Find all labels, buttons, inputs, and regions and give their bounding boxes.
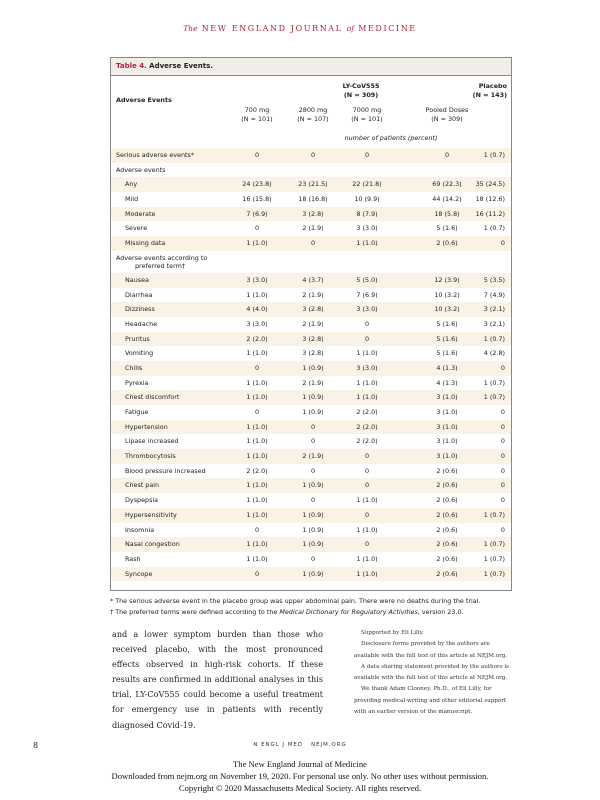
dose-n: (N = 101) [241,114,273,123]
cell-2800mg: 3 (2.8) [302,305,324,314]
table-row [111,420,511,435]
cell-7000mg: 1 (1.0) [356,496,378,505]
cell-7000mg: 0 [364,466,370,475]
cell-700mg: 1 (1.0) [246,393,268,402]
cell-700mg: 1 (1.0) [246,437,268,446]
row-label: Dyspepsia [125,496,159,505]
cell-pooled: 18 (5.8) [434,209,460,218]
cell-2800mg: 1 (0.9) [302,510,324,519]
table-row [111,390,511,405]
row-label: Serious adverse events* [116,151,195,159]
row-label: Syncope [125,569,153,578]
cell-2800mg: 2 (1.9) [302,290,324,299]
cell-pooled: 3 (1.0) [436,393,458,402]
cell-7000mg: 2 (2.0) [356,408,378,416]
row-label: Nausea [125,275,149,284]
cell-pooled: 2 (0.6) [436,554,458,563]
row-label: Chest discomfort [125,393,180,402]
cell-7000mg: 5 (5.0) [356,275,378,284]
row-label: Rash [125,554,141,563]
dose-label: 2800 mg [298,106,328,114]
cell-7000mg: 0 [364,151,370,159]
cell-700mg: 16 (15.8) [242,195,272,204]
cell-2800mg: 0 [310,239,316,248]
cell-placebo: 1 (0.7) [483,393,505,402]
cell-7000mg: 10 (9.9) [354,195,380,204]
cell-pooled: 4 (1.3) [436,378,458,387]
table-row [111,361,511,376]
cell-7000mg: 0 [364,510,370,519]
cell-pooled: 2 (0.6) [436,540,458,549]
cell-pooled: 2 (0.6) [436,569,458,578]
cell-2800mg: 0 [310,422,316,431]
table-section-header [111,251,511,273]
cell-7000mg: 0 [364,334,370,343]
cell-2800mg: 1 (0.9) [302,408,324,416]
body-paragraph: and a lower symptom burden than those who received placebo, with the most pronounced effects observed in high-risk cohorts. If these results are confirmed in additional analyses in this trial, LY-CoV555 could become a useful treatment for emergency use in patients with recently diagnosed Covid-19. [112,629,323,730]
cell-placebo: 0 [500,466,505,475]
row-label: Lipase increased [125,437,179,446]
cell-pooled: 12 (3.9) [434,275,460,284]
cell-7000mg: 22 (21.8) [352,180,382,189]
cell-2800mg: 3 (2.8) [302,334,324,343]
cell-pooled: 5 (1.6) [436,224,458,233]
cell-pooled: 0 [444,151,450,159]
cell-7000mg: 8 (7.9) [356,209,378,218]
cell-placebo: 0 [500,437,505,446]
journal-masthead [0,24,600,33]
cell-pooled: 2 (0.6) [436,496,458,505]
cell-pooled: 5 (1.6) [436,349,458,358]
copyright-notice: Copyright © 2020 Massachusetts Medical Society. All rights reserved. [178,783,422,793]
cell-pooled: 3 (1.0) [436,422,458,431]
table-title [111,58,511,76]
table-row [111,221,511,236]
cell-7000mg: 3 (3.0) [356,224,378,233]
row-label: Any [125,180,138,189]
row-label: Missing data [125,239,166,248]
table-row [111,434,511,449]
row-label: Moderate [125,209,156,218]
cell-2800mg: 2 (1.9) [302,224,324,233]
cell-pooled: 5 (1.6) [436,334,458,343]
cell-700mg: 0 [254,224,260,233]
table-row [111,523,511,538]
cell-700mg: 7 (6.9) [246,209,268,218]
cell-2800mg: 3 (2.8) [302,209,324,218]
footnote-2-version: , version 23.0. [417,608,464,616]
cell-pooled: 3 (1.0) [436,437,458,446]
cell-700mg: 1 (1.0) [246,540,268,549]
cell-2800mg: 0 [310,466,316,475]
row-label: Thrombocytosis [125,452,176,461]
row-label: Insomnia [125,525,155,534]
cell-placebo: 1 (0.7) [483,378,505,387]
table-row [111,405,511,420]
cell-700mg: 1 (1.0) [246,481,268,490]
cell-700mg: 1 (1.0) [246,422,268,431]
row-label: Chills [125,363,143,372]
cell-pooled: 10 (3.2) [434,290,460,299]
cell-700mg: 0 [254,408,260,416]
cell-placebo: 0 [500,452,505,461]
group-ly-label: LY-CoV555 [342,82,380,90]
cell-700mg: 1 (1.0) [246,378,268,387]
table-row [111,478,511,493]
dose-n: (N = 309) [431,114,463,123]
cell-2800mg: 0 [310,437,316,446]
row-label: Diarrhea [125,290,153,299]
row-label: Mild [125,195,139,204]
cell-placebo: 5 (3.5) [483,275,505,284]
cell-placebo: 0 [500,363,505,372]
cell-7000mg: 3 (3.0) [356,305,378,314]
cell-pooled: 2 (0.6) [436,525,458,534]
ack-thanks: We thank Adam Clooney, Ph.D., of Eli Lilly, for providing medical-writing and other editorial support with an earlier version of the manuscript. [354,686,507,716]
table-section-header [111,163,511,178]
cell-700mg: 1 (1.0) [246,349,268,358]
cell-700mg: 1 (1.0) [246,452,268,461]
row-label: Dizziness [125,305,155,314]
masthead-the: The [183,24,198,33]
cell-placebo: 0 [500,239,505,248]
row-label: Headache [125,319,158,328]
cell-placebo: 0 [500,422,505,431]
row-label: Vomiting [125,349,154,358]
cell-7000mg: 1 (1.0) [356,239,378,248]
row-label: Adverse events [116,165,166,174]
cell-7000mg: 0 [364,452,370,461]
cell-2800mg: 0 [310,496,316,505]
cell-2800mg: 4 (3.7) [302,275,324,284]
cell-pooled: 10 (3.2) [434,305,460,314]
cell-7000mg: 0 [364,319,370,328]
ack-disclosure: Disclosure forms provided by the authors are available with the full text of this article at NEJM.org. [354,641,508,659]
cell-placebo: 0 [500,496,505,505]
dose-n: (N = 101) [351,114,383,123]
row-label: Chest pain [125,481,160,490]
masthead-name: NEW ENGLAND JOURNAL [201,24,343,33]
acknowledgments [354,628,516,718]
cell-7000mg: 0 [364,481,370,490]
page-number: 8 [33,741,39,750]
adverse-events-table [110,57,512,591]
cell-700mg: 1 (1.0) [246,554,268,563]
cell-2800mg: 23 (21.5) [298,180,328,189]
table-row [111,537,511,552]
cell-700mg: 2 (2.0) [246,466,268,475]
group-placebo-n: (N = 143) [472,90,507,99]
cell-2800mg: 0 [310,151,316,159]
table-row [111,207,511,222]
cell-2800mg: 1 (0.9) [302,481,324,490]
cell-placebo: 1 (0.7) [483,540,505,549]
cell-2800mg: 1 (0.9) [302,540,324,549]
table-row [111,192,511,207]
cell-2800mg: 2 (1.9) [302,378,324,387]
table-row [111,236,511,251]
table-row [111,273,511,288]
row-label: Adverse events according to [116,253,208,262]
cell-pooled: 2 (0.6) [436,481,458,490]
cell-placebo: 16 (11.2) [475,209,505,218]
table-title-text: Adverse Events. [149,62,213,70]
group-placebo-header [451,82,507,99]
cell-placebo: 1 (0.7) [483,554,505,563]
table-row [111,552,511,567]
cell-placebo: 1 (0.7) [483,510,505,519]
cell-placebo: 7 (4.9) [483,290,505,299]
dose-n: (N = 107) [297,114,329,123]
cell-7000mg: 3 (3.0) [356,363,378,372]
cell-placebo: 1 (0.7) [483,334,505,343]
dose-header-2800 [283,106,343,123]
footnote-2 [110,607,520,618]
table-row [111,508,511,523]
cell-7000mg: 2 (2.0) [356,422,378,431]
cell-2800mg: 2 (1.9) [302,319,324,328]
table-body [111,148,511,581]
cell-700mg: 1 (1.0) [246,496,268,505]
cell-placebo: 1 (0.7) [483,569,505,578]
units-label: number of patients (percent) [344,134,438,142]
cell-pooled: 44 (14.2) [432,195,462,204]
dose-header-700 [227,106,287,123]
cell-7000mg: 1 (1.0) [356,349,378,358]
table-number: Table 4. [116,62,147,70]
cell-2800mg: 1 (0.9) [302,363,324,372]
row-label: Blood pressure increased [125,466,206,475]
cell-pooled: 4 (1.3) [436,363,458,372]
cell-placebo: 3 (2.1) [483,319,505,328]
cell-placebo: 0 [500,408,505,416]
cell-2800mg: 3 (2.8) [302,349,324,358]
footnote-2-text: † The preferred terms were defined according to the [110,608,280,616]
cell-2800mg: 0 [310,554,316,563]
cell-700mg: 1 (1.0) [246,290,268,299]
group-placebo-label: Placebo [478,82,507,90]
cell-7000mg: 1 (1.0) [356,554,378,563]
cell-7000mg: 0 [364,540,370,549]
cell-placebo: 4 (2.8) [483,349,505,358]
row-label-continued: preferred term† [135,262,186,271]
cell-700mg: 0 [254,569,260,578]
cell-700mg: 3 (3.0) [246,319,268,328]
column-header-adverse-events: Adverse Events [116,96,172,104]
cell-7000mg: 1 (1.0) [356,378,378,387]
table-row [111,288,511,303]
table-header [111,76,511,148]
cell-700mg: 1 (1.0) [246,510,268,519]
cell-placebo: 0 [500,481,505,490]
cell-700mg: 0 [254,151,260,159]
cell-700mg: 0 [254,363,260,372]
row-label: Hypersensitivity [125,510,177,519]
footnote-1: * The serious adverse event in the placebo group was upper abdominal pain. There were no deaths during the trial. [110,597,481,605]
group-ly-header [311,82,411,99]
table-footnotes [110,596,520,618]
cell-pooled: 5 (1.6) [436,319,458,328]
cell-700mg: 0 [254,525,260,534]
cell-pooled: 2 (0.6) [436,510,458,519]
download-notice: Downloaded from nejm.org on November 19, 2020. For personal use only. No other uses without permission. [111,771,489,781]
table-row [111,148,511,163]
row-label: Hypertension [125,422,168,431]
table-row [111,332,511,347]
table-row [111,376,511,391]
table-row [111,317,511,332]
table-row [111,567,511,582]
cell-placebo: 3 (2.1) [483,305,505,314]
journal-reference: N ENGL J MED NEJM.ORG [253,742,347,748]
table-row [111,464,511,479]
cell-pooled: 3 (1.0) [436,452,458,461]
row-label: Pyrexia [125,378,149,387]
cell-7000mg: 1 (1.0) [356,525,378,534]
cell-2800mg: 1 (0.9) [302,569,324,578]
cell-700mg: 1 (1.0) [246,239,268,248]
ack-data-sharing: A data sharing statement provided by the authors is available with the full text of this article at NEJM.org. [354,663,509,682]
cell-7000mg: 7 (6.9) [356,290,378,299]
row-label: Nasal congestion [125,540,180,549]
masthead-medicine: MEDICINE [358,24,417,33]
cell-pooled: 3 (1.0) [436,408,458,416]
cell-pooled: 2 (0.6) [436,239,458,248]
cell-700mg: 24 (23.8) [242,180,272,189]
footnote-2-dictionary: Medical Dictionary for Regulatory Activities [279,608,418,616]
cell-2800mg: 18 (16.8) [298,195,328,204]
table-row [111,177,511,192]
cell-2800mg: 2 (1.9) [302,452,324,461]
cell-placebo: 1 (0.7) [483,151,505,159]
cell-placebo: 0 [500,525,505,534]
dose-header-7000 [337,106,397,123]
row-label: Severe [125,224,148,233]
cell-placebo: 1 (0.7) [483,224,505,233]
cell-7000mg: 1 (1.0) [356,393,378,402]
cell-7000mg: 1 (1.0) [356,569,378,578]
cell-700mg: 3 (3.0) [246,275,268,284]
cell-2800mg: 1 (0.9) [302,525,324,534]
table-row [111,346,511,361]
cell-700mg: 4 (4.0) [246,305,268,314]
row-label: Pruritus [125,334,150,343]
table-row [111,449,511,464]
download-journal-name: The New England Journal of Medicine [233,759,367,769]
cell-7000mg: 2 (2.0) [356,437,378,446]
row-label: Fatigue [125,408,149,416]
cell-700mg: 2 (2.0) [246,334,268,343]
ack-support: Supported by Eli Lilly. [361,630,424,636]
dose-label: Pooled Doses [425,106,469,114]
table-row [111,493,511,508]
table-row [111,302,511,317]
cell-pooled: 2 (0.6) [436,466,458,475]
masthead-of: of [346,24,355,33]
cell-2800mg: 1 (0.9) [302,393,324,402]
cell-pooled: 69 (22.3) [432,180,462,189]
dose-label: 7000 mg [352,106,382,114]
cell-placebo: 18 (12.6) [475,195,505,204]
group-ly-n: (N = 309) [343,90,379,99]
dose-label: 700 mg [244,106,270,114]
dose-header-pooled [417,106,477,123]
cell-placebo: 35 (24.5) [475,180,505,189]
